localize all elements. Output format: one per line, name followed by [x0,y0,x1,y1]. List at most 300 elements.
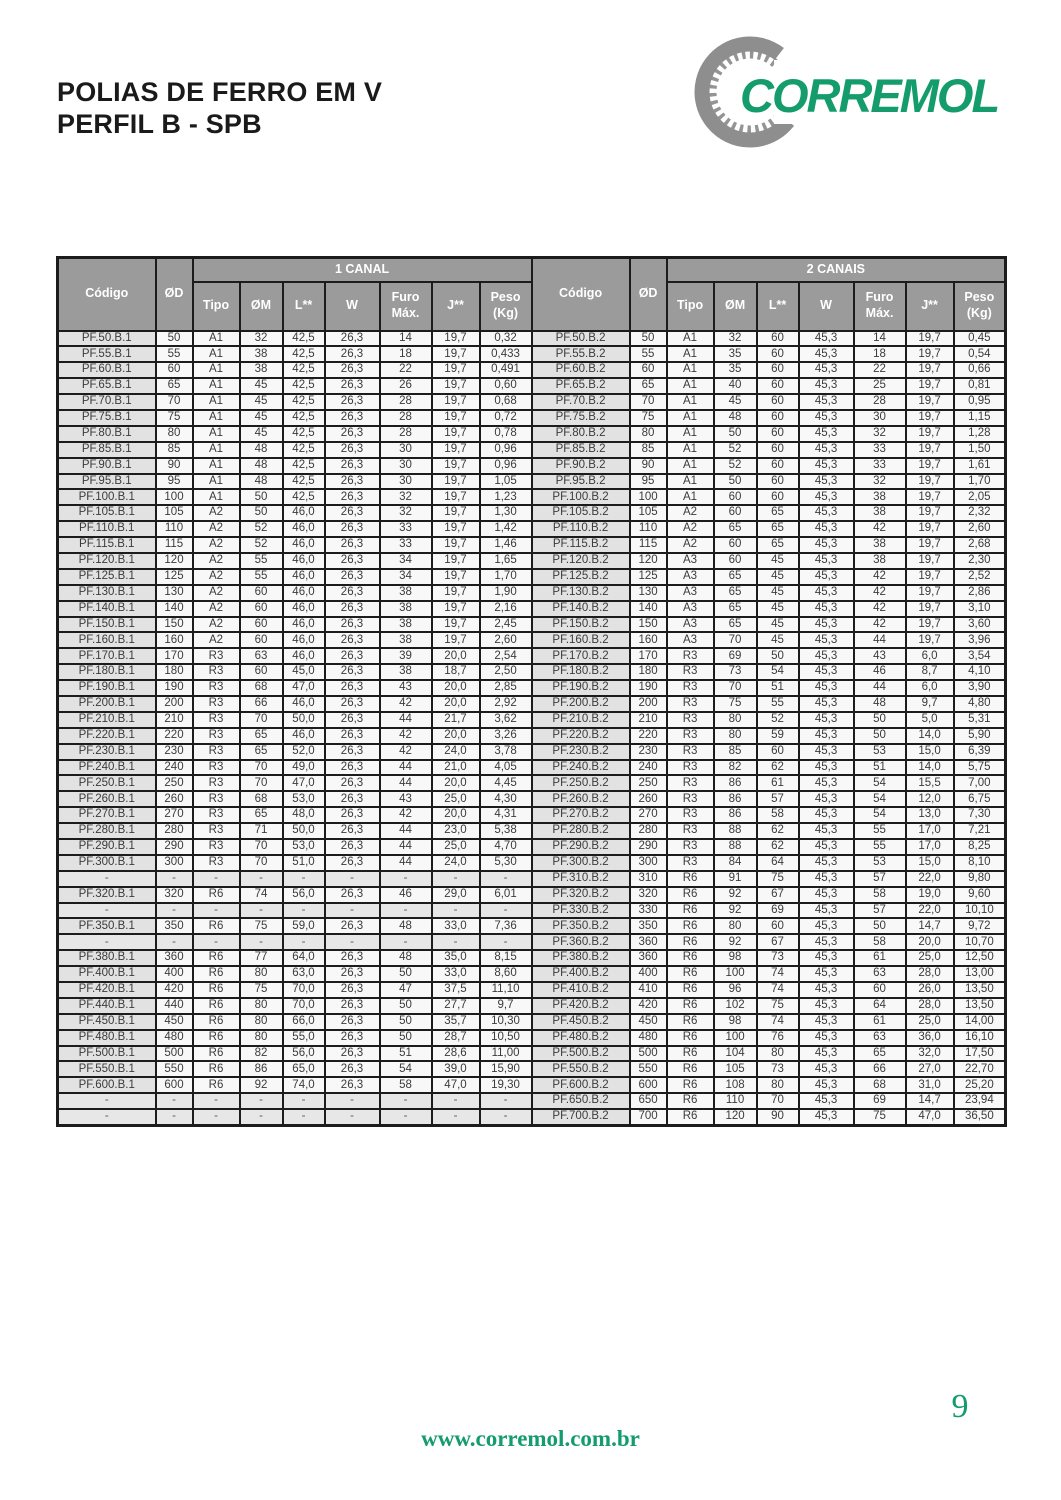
code-cell: PF.75.B.2 [532,410,630,426]
value-cell: 230 [156,744,193,760]
code-cell: PF.170.B.2 [532,648,630,664]
code-cell: PF.230.B.2 [532,744,630,760]
value-cell: 26,3 [325,950,380,966]
value-cell: 42 [380,696,432,712]
table-row [58,378,1006,394]
value-cell: 46,0 [283,569,325,585]
value-cell: 26,3 [325,331,380,347]
value-cell: 26,3 [325,442,380,458]
value-cell: R6 [667,966,714,982]
value-cell: 19,7 [432,505,480,521]
value-cell: A2 [193,617,240,633]
value-cell: 88 [714,839,757,855]
value-cell: 5,90 [954,728,1006,744]
value-cell: 270 [156,807,193,823]
value-cell: - [240,903,283,919]
value-cell: 300 [156,855,193,871]
value-cell: 42,5 [283,489,325,505]
header-peso-1: Peso (Kg) [480,282,532,331]
value-cell: 60 [757,426,799,442]
value-cell: 110 [714,1093,757,1109]
code-cell: PF.200.B.2 [532,696,630,712]
value-cell: - [480,871,532,887]
value-cell: 54 [854,791,906,807]
value-cell: 26,3 [325,1077,380,1093]
value-cell: 45,3 [799,553,854,569]
value-cell: 5,38 [480,823,532,839]
value-cell: 7,21 [954,823,1006,839]
value-cell: R3 [193,791,240,807]
value-cell: 31,0 [906,1077,954,1093]
code-cell: PF.280.B.1 [58,823,156,839]
value-cell: 58 [757,807,799,823]
value-cell: 45,3 [799,601,854,617]
code-cell: PF.140.B.2 [532,601,630,617]
value-cell: 45,3 [799,903,854,919]
value-cell: - [193,903,240,919]
value-cell: 270 [630,807,667,823]
value-cell: 26,3 [325,839,380,855]
value-cell: 14 [380,331,432,347]
code-cell: PF.180.B.1 [58,664,156,680]
value-cell: - [240,934,283,950]
header-w-2: W [799,282,854,331]
value-cell: 5,30 [480,855,532,871]
value-cell: 49,0 [283,760,325,776]
value-cell: 30 [380,442,432,458]
code-cell: PF.140.B.1 [58,601,156,617]
code-cell: PF.60.B.1 [58,362,156,378]
value-cell: 600 [630,1077,667,1093]
value-cell: 50 [630,331,667,347]
value-cell: 80 [240,1014,283,1030]
value-cell: R3 [667,855,714,871]
value-cell: 70 [714,680,757,696]
value-cell: 75 [714,696,757,712]
value-cell: 13,50 [954,982,1006,998]
value-cell: 53,0 [283,839,325,855]
value-cell: A2 [193,521,240,537]
value-cell: R3 [193,680,240,696]
value-cell: R6 [667,998,714,1014]
table-row [58,760,1006,776]
value-cell: 70 [630,394,667,410]
value-cell: 53 [854,855,906,871]
value-cell: 19,7 [906,378,954,394]
value-cell: 60 [757,394,799,410]
value-cell: 44 [854,680,906,696]
value-cell: 54 [854,775,906,791]
value-cell: 40 [714,378,757,394]
value-cell: 55 [757,696,799,712]
value-cell: 1,70 [954,474,1006,490]
table-row [58,426,1006,442]
value-cell: 45 [757,585,799,601]
code-cell: PF.380.B.1 [58,950,156,966]
code-cell: PF.180.B.2 [532,664,630,680]
value-cell: 17,0 [906,839,954,855]
value-cell: 42,5 [283,442,325,458]
value-cell: 22,70 [954,1061,1006,1077]
value-cell: 350 [156,918,193,934]
value-cell: 50 [854,712,906,728]
value-cell: 50 [714,426,757,442]
value-cell: 8,25 [954,839,1006,855]
value-cell: 102 [714,998,757,1014]
table-row [58,696,1006,712]
value-cell: A2 [193,601,240,617]
value-cell: 45,3 [799,474,854,490]
value-cell: 280 [630,823,667,839]
code-cell: PF.110.B.2 [532,521,630,537]
value-cell: R3 [667,760,714,776]
value-cell: 50 [156,331,193,347]
value-cell: 13,50 [954,998,1006,1014]
value-cell: R6 [667,918,714,934]
code-cell: - [58,1109,156,1125]
value-cell: 60 [240,664,283,680]
header-group-2canais: 2 CANAIS [667,258,1006,282]
value-cell: R6 [193,1030,240,1046]
value-cell: A2 [193,585,240,601]
value-cell: R3 [667,775,714,791]
code-cell: PF.300.B.1 [58,855,156,871]
value-cell: R6 [667,1030,714,1046]
value-cell: R3 [193,728,240,744]
value-cell: 62 [757,823,799,839]
code-cell: PF.160.B.1 [58,632,156,648]
value-cell: 90 [156,458,193,474]
table-row [58,855,1006,871]
value-cell: 45,3 [799,346,854,362]
value-cell: 70 [156,394,193,410]
value-cell: 50 [757,648,799,664]
value-cell: 130 [630,585,667,601]
value-cell: 200 [630,696,667,712]
value-cell: 74 [757,1014,799,1030]
value-cell: 0,32 [480,331,532,347]
value-cell: 37,5 [432,982,480,998]
footer-website-link[interactable]: www.corremol.com.br [421,1426,640,1451]
value-cell: 45,3 [799,331,854,347]
table-row [58,442,1006,458]
table-row [58,1030,1006,1046]
value-cell: 25 [854,378,906,394]
value-cell: 42,5 [283,426,325,442]
header-od-1: ØD [156,258,193,331]
value-cell: 10,50 [480,1030,532,1046]
code-cell: PF.420.B.1 [58,982,156,998]
value-cell: 44 [380,775,432,791]
value-cell: 43 [854,648,906,664]
value-cell: 45 [757,553,799,569]
value-cell: 420 [156,982,193,998]
table-row [58,1014,1006,1030]
code-cell: PF.120.B.1 [58,553,156,569]
table-row [58,569,1006,585]
value-cell: 1,90 [480,585,532,601]
value-cell: 55 [240,553,283,569]
value-cell: - [283,1109,325,1125]
value-cell: 80 [714,712,757,728]
code-cell: PF.420.B.2 [532,998,630,1014]
code-cell: PF.115.B.1 [58,537,156,553]
value-cell: 26,3 [325,1030,380,1046]
value-cell: 65 [630,378,667,394]
value-cell: 45,3 [799,410,854,426]
value-cell: R6 [193,950,240,966]
value-cell: 60 [240,632,283,648]
value-cell: 46,0 [283,537,325,553]
header-peso-2: Peso (Kg) [954,282,1006,331]
value-cell: 45,3 [799,696,854,712]
code-cell: PF.440.B.1 [58,998,156,1014]
logo-brand-text: CORREMOL [740,69,999,122]
value-cell: 52 [757,712,799,728]
code-cell: PF.200.B.1 [58,696,156,712]
value-cell: 77 [240,950,283,966]
value-cell: 45,3 [799,1093,854,1109]
value-cell: 19,7 [432,458,480,474]
value-cell: 26,3 [325,426,380,442]
value-cell: 19,7 [432,346,480,362]
value-cell: 80 [240,998,283,1014]
value-cell: 55 [854,823,906,839]
value-cell: 4,80 [954,696,1006,712]
value-cell: 65 [854,1046,906,1062]
value-cell: 1,30 [480,505,532,521]
code-cell: PF.270.B.1 [58,807,156,823]
value-cell: 19,7 [432,442,480,458]
value-cell: R3 [193,839,240,855]
value-cell: 550 [156,1061,193,1077]
value-cell: R6 [193,887,240,903]
value-cell: 600 [156,1077,193,1093]
value-cell: 60 [757,378,799,394]
value-cell: 1,42 [480,521,532,537]
value-cell: 38 [380,617,432,633]
value-cell: 60 [757,442,799,458]
value-cell: A3 [667,553,714,569]
value-cell: 65 [156,378,193,394]
code-cell: PF.220.B.1 [58,728,156,744]
value-cell: 46,0 [283,648,325,664]
value-cell: R6 [667,950,714,966]
value-cell: 26,3 [325,966,380,982]
value-cell: 19,7 [432,378,480,394]
value-cell: R3 [667,823,714,839]
code-cell: PF.700.B.2 [532,1109,630,1125]
value-cell: 12,50 [954,950,1006,966]
table-row [58,537,1006,553]
value-cell: 25,20 [954,1077,1006,1093]
value-cell: 700 [630,1109,667,1125]
value-cell: 46,0 [283,696,325,712]
value-cell: 26,3 [325,918,380,934]
value-cell: 450 [156,1014,193,1030]
header-tipo-2: Tipo [667,282,714,331]
code-cell: PF.350.B.2 [532,918,630,934]
value-cell: R6 [193,982,240,998]
value-cell: 70 [240,839,283,855]
value-cell: 35,0 [432,950,480,966]
value-cell: 62 [757,760,799,776]
code-cell: PF.95.B.1 [58,474,156,490]
value-cell: - [480,1093,532,1109]
value-cell: 15,90 [480,1061,532,1077]
code-cell: PF.550.B.2 [532,1061,630,1077]
value-cell: 105 [714,1061,757,1077]
value-cell: 42,5 [283,346,325,362]
header-tipo-1: Tipo [193,282,240,331]
value-cell: 26,3 [325,553,380,569]
table-row [58,505,1006,521]
value-cell: - [432,903,480,919]
value-cell: 26,3 [325,982,380,998]
value-cell: 70,0 [283,982,325,998]
value-cell: A2 [667,537,714,553]
value-cell: 260 [156,791,193,807]
value-cell: 45,3 [799,760,854,776]
value-cell: 26,3 [325,775,380,791]
value-cell: 6,01 [480,887,532,903]
value-cell: 1,50 [954,442,1006,458]
value-cell: 26,3 [325,617,380,633]
value-cell: A2 [193,632,240,648]
value-cell: 130 [156,585,193,601]
value-cell: R3 [193,712,240,728]
value-cell: - [156,903,193,919]
value-cell: 200 [156,696,193,712]
code-cell: - [58,934,156,950]
value-cell: 26,3 [325,998,380,1014]
value-cell: 35,7 [432,1014,480,1030]
code-cell: PF.190.B.1 [58,680,156,696]
value-cell: 26,3 [325,521,380,537]
code-cell: PF.240.B.2 [532,760,630,776]
value-cell: 22,0 [906,871,954,887]
value-cell: 92 [714,903,757,919]
value-cell: 26,3 [325,823,380,839]
value-cell: R6 [193,998,240,1014]
value-cell: A1 [667,410,714,426]
value-cell: 19,7 [432,426,480,442]
value-cell: 26,3 [325,1046,380,1062]
code-cell: PF.100.B.2 [532,489,630,505]
code-cell: PF.80.B.2 [532,426,630,442]
value-cell: 1,46 [480,537,532,553]
value-cell: 70 [240,775,283,791]
value-cell: 330 [630,903,667,919]
value-cell: 52 [714,458,757,474]
value-cell: 45 [757,601,799,617]
value-cell: 125 [630,569,667,585]
value-cell: 44 [380,839,432,855]
table-row [58,744,1006,760]
value-cell: 19,7 [432,537,480,553]
value-cell: 85 [714,744,757,760]
value-cell: 260 [630,791,667,807]
value-cell: 500 [156,1046,193,1062]
value-cell: 1,65 [480,553,532,569]
value-cell: A1 [667,489,714,505]
value-cell: 26,3 [325,458,380,474]
value-cell: - [380,1109,432,1125]
value-cell: - [432,871,480,887]
value-cell: A1 [193,362,240,378]
value-cell: 82 [240,1046,283,1062]
value-cell: 74 [757,982,799,998]
code-cell: PF.270.B.2 [532,807,630,823]
page-title-line2: PERFIL B - SPB [57,109,262,140]
value-cell: 54 [854,807,906,823]
value-cell: 62 [757,839,799,855]
header-om-2: ØM [714,282,757,331]
value-cell: 60 [240,617,283,633]
value-cell: 60 [854,982,906,998]
value-cell: 65 [757,505,799,521]
code-cell: - [58,871,156,887]
value-cell: 0,54 [954,346,1006,362]
value-cell: 70 [240,855,283,871]
value-cell: R3 [667,807,714,823]
page-title-line1: POLIAS DE FERRO EM V [57,77,383,107]
value-cell: - [480,934,532,950]
value-cell: 32 [854,426,906,442]
value-cell: R3 [667,680,714,696]
value-cell: 63,0 [283,966,325,982]
value-cell: 92 [240,1077,283,1093]
value-cell: 17,0 [906,823,954,839]
value-cell: 26,3 [325,474,380,490]
value-cell: 60 [757,410,799,426]
value-cell: 65 [757,521,799,537]
value-cell: 58 [854,887,906,903]
value-cell: A1 [667,362,714,378]
code-cell: PF.250.B.2 [532,775,630,791]
page-title [57,76,382,141]
value-cell: R6 [193,1061,240,1077]
value-cell: 10,10 [954,903,1006,919]
value-cell: A1 [193,458,240,474]
value-cell: - [240,1109,283,1125]
value-cell: 46,0 [283,728,325,744]
value-cell: 28,0 [906,998,954,1014]
value-cell: 47,0 [432,1077,480,1093]
value-cell: R6 [193,966,240,982]
value-cell: - [325,903,380,919]
value-cell: 32,0 [906,1046,954,1062]
table-row [58,1077,1006,1093]
value-cell: 19,7 [906,362,954,378]
value-cell: 61 [757,775,799,791]
value-cell: 280 [156,823,193,839]
value-cell: 7,36 [480,918,532,934]
value-cell: R3 [193,664,240,680]
value-cell: 400 [156,966,193,982]
code-cell: PF.170.B.1 [58,648,156,664]
value-cell: 38 [854,553,906,569]
value-cell: 45,3 [799,823,854,839]
code-cell: PF.80.B.1 [58,426,156,442]
value-cell: 75 [854,1109,906,1125]
value-cell: - [193,1109,240,1125]
value-cell: 74 [757,966,799,982]
value-cell: 64 [854,998,906,1014]
value-cell: 0,95 [954,394,1006,410]
code-cell: PF.90.B.2 [532,458,630,474]
value-cell: 170 [156,648,193,664]
